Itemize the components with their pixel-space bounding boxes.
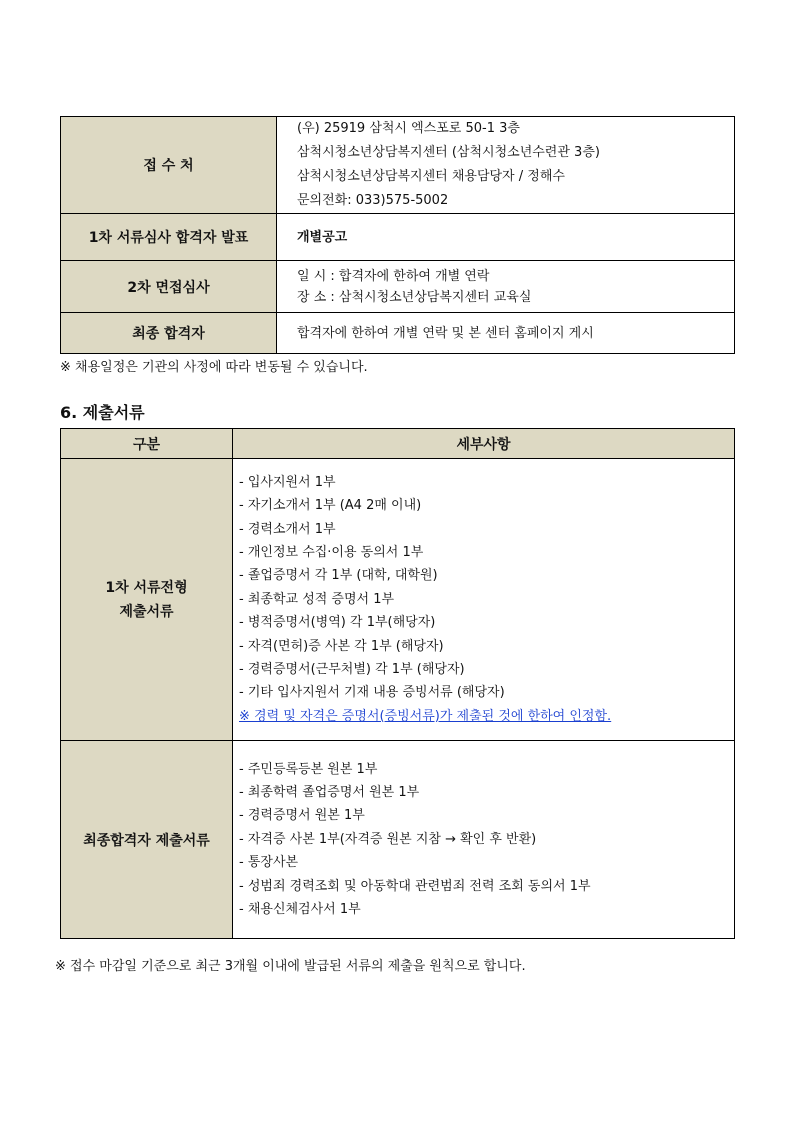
required-documents-table: [60, 428, 735, 939]
list-item: - 졸업증명서 각 1부 (대학, 대학원): [239, 568, 438, 584]
interview-place: 장 소 : 삼척시청소년상담복지센터 교육실: [297, 289, 532, 305]
list-item: - 자기소개서 1부 (A4 2매 이내): [239, 498, 422, 514]
reception-center: 삼척시청소년상담복지센터 (삼척시청소년수련관 3층): [297, 145, 600, 160]
header-details: 세부사항: [233, 429, 735, 459]
section-title: 6. 제출서류: [60, 403, 145, 422]
list-item: - 최종학교 성적 증명서 1부: [239, 591, 395, 607]
reception-phone: 문의전화: 033)575-5002: [297, 193, 449, 208]
reception-address: (우) 25919 삼척시 엑스포로 50-1 3층: [297, 121, 520, 136]
reception-contact-person: 삼척시청소년상담복지센터 채용담당자 / 정해수: [297, 169, 565, 184]
list-item: - 성범죄 경력조회 및 아동학대 관련범죄 전력 조회 동의서 1부: [239, 878, 591, 894]
list-item: - 병적증명서(병역) 각 1부(해당자): [239, 615, 436, 631]
list-item: - 자격증 사본 1부(자격증 원본 지참 → 확인 후 반환): [239, 831, 537, 847]
list-item: - 통장사본: [239, 855, 299, 871]
list-item: - 경력증명서 원본 1부: [239, 808, 365, 824]
list-item: - 개인정보 수집·이용 동의서 1부: [239, 544, 424, 560]
final-round-documents: [233, 741, 735, 939]
first-screening-label: 1차 서류심사 합격자 발표: [61, 214, 277, 261]
final-pass-value: 합격자에 한하여 개별 연락 및 본 센터 홈페이지 게시: [277, 313, 735, 354]
first-round-label: [61, 459, 233, 741]
final-pass-label: 최종 합격자: [61, 313, 277, 354]
interview-label: 2차 면접심사: [61, 261, 277, 313]
interview-details: [277, 261, 735, 313]
first-round-label-line: 제출서류: [119, 603, 174, 620]
list-item: - 자격(면허)증 사본 각 1부 (해당자): [239, 638, 444, 654]
list-item: - 입사지원서 1부: [239, 474, 336, 490]
list-item: - 주민등록등본 원본 1부: [239, 761, 378, 777]
reception-details: [277, 117, 735, 214]
interview-date: 일 시 : 합격자에 한하여 개별 연락: [297, 268, 490, 284]
recruitment-info-table: [60, 116, 735, 354]
final-round-label: 최종합격자 제출서류: [61, 741, 233, 939]
first-round-documents: [233, 459, 735, 741]
list-item: - 채용신체검사서 1부: [239, 902, 361, 918]
header-category: 구분: [61, 429, 233, 459]
schedule-note: ※ 채용일정은 기관의 사정에 따라 변동될 수 있습니다.: [60, 360, 368, 375]
list-item: - 기타 입사지원서 기재 내용 증빙서류 (해당자): [239, 685, 505, 701]
recognition-note: ※ 경력 및 자격은 증명서(증빙서류)가 제출된 것에 한하여 인정함.: [239, 708, 612, 724]
list-item: - 최종학력 졸업증명서 원본 1부: [239, 784, 420, 800]
first-round-label-line: 1차 서류전형: [105, 579, 188, 596]
first-screening-value: 개별공고: [277, 214, 735, 261]
list-item: - 경력소개서 1부: [239, 521, 336, 537]
documents-note: ※ 접수 마감일 기준으로 최근 3개월 이내에 발급된 서류의 제출을 원칙으로 합니다.: [55, 959, 526, 974]
reception-label: 접 수 처: [61, 117, 277, 214]
list-item: - 경력증명서(근무처별) 각 1부 (해당자): [239, 662, 465, 678]
